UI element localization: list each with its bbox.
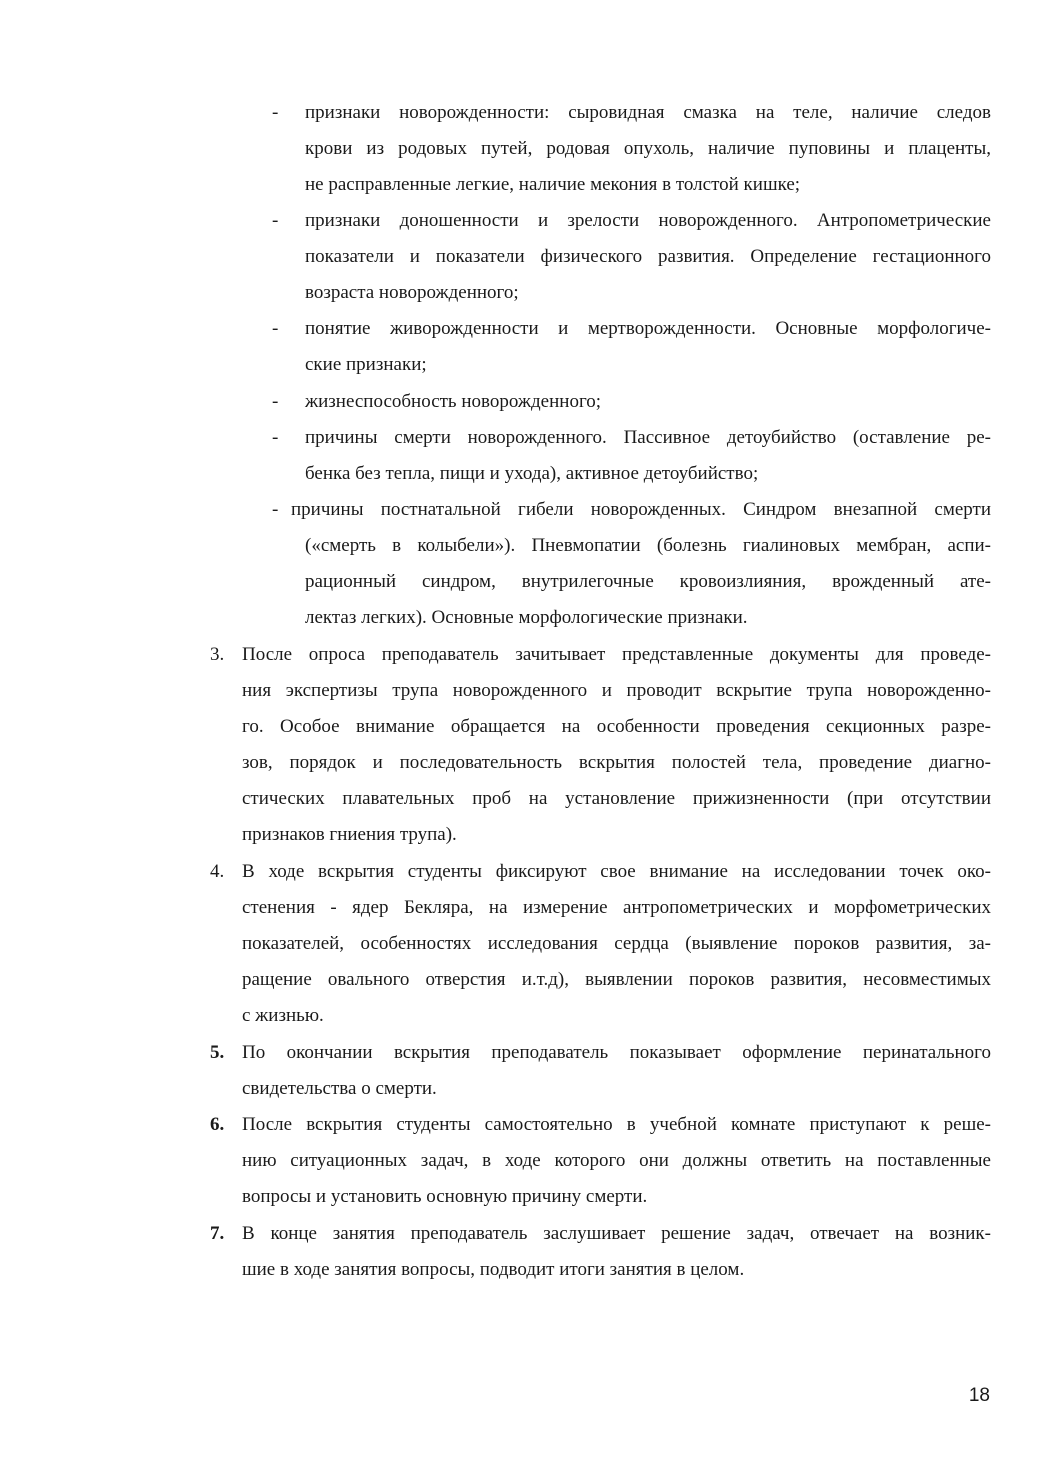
step-line: В ходе вскрытия студенты фиксируют свое внимание на исследовании точек око- (242, 861, 991, 882)
bullet-marker: - (272, 210, 279, 231)
bullet-line: признаки новорожденности: сыровидная смазка на теле, наличие следов (305, 102, 991, 123)
bullet-marker: - (272, 102, 279, 123)
step-line: зов, порядок и последовательность вскрытия полостей тела, проведение диагно- (242, 752, 991, 773)
step-line: вопросы и установить основную причину смерти. (242, 1186, 648, 1207)
bullet-marker: - (272, 318, 279, 339)
step-line: шие в ходе занятия вопросы, подводит итоги занятия в целом. (242, 1259, 745, 1280)
bullet-line: признаки доношенности и зрелости новорожденного. Антропометрические (305, 210, 991, 231)
bullet-line: возраста новорожденного; (305, 282, 519, 303)
bullet-line: ские признаки; (305, 354, 427, 375)
bullet-line: не расправленные легкие, наличие мекония в толстой кишке; (305, 174, 801, 195)
step-line: показателей, особенностях исследования сердца (выявление пороков развития, за- (242, 933, 991, 954)
bullet-line: показатели и показатели физического развития. Определение гестационного (305, 246, 991, 267)
step-line: признаков гниения трупа). (242, 824, 457, 845)
step-number: 6. (210, 1114, 225, 1135)
bullet-line: рационный синдром, внутрилегочные кровоизлияния, врожденный ате- (305, 571, 991, 592)
step-line: ращение овального отверстия и.т.д), выявлении пороков развития, несовместимых (242, 969, 991, 990)
step-line: После вскрытия студенты самостоятельно в учебной комнате приступают к реше- (242, 1114, 991, 1135)
step-line: стических плавательных проб на установление прижизненности (при отсутствии (242, 788, 991, 809)
bullet-line: крови из родовых путей, родовая опухоль, наличие пуповины и плаценты, (305, 138, 991, 159)
step-number: 5. (210, 1042, 225, 1063)
step-line: ния экспертизы трупа новорожденного и проводит вскрытие трупа новорожденно- (242, 680, 991, 701)
step-number: 7. (210, 1223, 225, 1244)
bullet-line: причины постнатальной гибели новорожденных. Синдром внезапной смерти (291, 499, 991, 520)
bullet-line: бенка без тепла, пищи и ухода), активное детоубийство; (305, 463, 759, 484)
bullet-marker: - (272, 391, 279, 412)
step-number: 3. (210, 644, 225, 665)
bullet-line: жизнеспособность новорожденного; (305, 391, 602, 412)
step-line: нию ситуационных задач, в ходе которого они должны ответить на поставленные (242, 1150, 991, 1171)
bullet-marker: - (272, 499, 279, 520)
bullet-line: понятие живорожденности и мертворожденности. Основные морфологиче- (305, 318, 991, 339)
step-line: После опроса преподаватель зачитывает представленные документы для проведе- (242, 644, 991, 665)
bullet-line: лектаз легких). Основные морфологические признаки. (305, 607, 748, 628)
step-line: В конце занятия преподаватель заслушивает решение задач, отвечает на возник- (242, 1223, 991, 1244)
bullet-line: («смерть в колыбели»). Пневмопатии (болезнь гиалиновых мембран, аспи- (305, 535, 991, 556)
step-line: с жизнью. (242, 1005, 324, 1026)
page-number: 18 (968, 1385, 990, 1406)
step-number: 4. (210, 861, 225, 882)
bullet-marker: - (272, 427, 279, 448)
step-line: го. Особое внимание обращается на особенности проведения секционных разре- (242, 716, 991, 737)
step-line: стенения - ядер Бекляра, на измерение антропометрических и морфометрических (242, 897, 991, 918)
step-line: По окончании вскрытия преподаватель показывает оформление перинатального (242, 1042, 991, 1063)
step-line: свидетельства о смерти. (242, 1078, 437, 1099)
bullet-line: причины смерти новорожденного. Пассивное детоубийство (оставление ре- (305, 427, 991, 448)
